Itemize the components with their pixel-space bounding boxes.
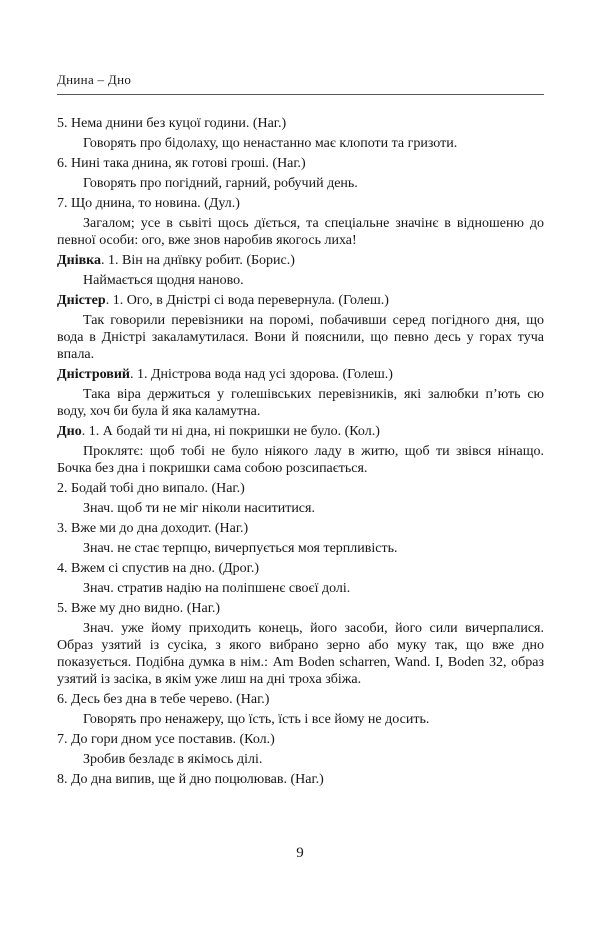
numbered-entry-line: 2. Бодай тобі дно випало. (Наг.) [57,481,245,496]
numbered-entry-line: 6. Десь без дна в тебе черево. (Наг.) [57,692,270,707]
dictionary-entry-line [57,366,544,383]
dictionary-entry-line [57,423,544,440]
gloss-paragraph: Знач. не стає терпцю, вичерпується моя терпливість. [83,541,398,556]
header-rule [57,94,544,95]
gloss-paragraph: Говорять про погідний, гарний, робучий день. [83,176,358,191]
numbered-entry-line: 6. Нині така днина, як готові гроші. (Наг.) [57,156,306,171]
numbered-entry-line: 3. Вже ми до дна доходит. (Наг.) [57,521,249,536]
entry-text: . 1. А бодай ти ні дна, ні покришки не було. (Кол.) [81,424,380,439]
headword: Дністровий [57,367,130,382]
gloss-paragraph: Говорять про ненажеру, що їсть, їсть і все йому не досить. [83,712,430,727]
dictionary-entry-line [57,292,544,309]
numbered-entry-line: 5. Нема днини без куцої години. (Наг.) [57,116,287,131]
dictionary-entry-line [57,252,544,269]
entry-text: . 1. Він на днївку робит. (Борис.) [101,253,295,268]
page-number: 9 [296,845,304,861]
numbered-entry-line: 7. До гори дном усе поставив. (Кол.) [57,732,275,747]
headword: Дно [57,424,82,439]
gloss-paragraph: Говорять про бідолаху, що ненастанно має клопоти та гризоти. [83,136,458,151]
gloss-paragraph: Так говорили перевізники на поромі, побачивши серед погідного дня, що вода в Дністрі закаламутилася. Вони й пояснили, що певно десь у горах туча впала. [57,313,544,362]
gloss-paragraph: Зробив безладє в якімось ділі. [83,752,263,767]
numbered-entry-line: 8. До дна випив, ще й дно поцюлював. (Наг.) [57,772,324,787]
gloss-paragraph: Наймається щодня наново. [83,273,244,288]
entry-text: . 1. Дністрова вода над усі здорова. (Голеш.) [129,367,393,382]
gloss-paragraph: Така віра держиться у голешівських перевізників, які залюбки п’ють сю воду, хоч би була й яка каламутна. [57,387,544,419]
headword: Дністер [57,293,106,308]
gloss-paragraph: Знач. уже йому приходить конець, його засоби, його сили вичерпалися. Образ узятий із сусіка, з якого вибрано зерно або муку так, що вже дно показується. Подібна думка в нім.: Am Boden scharren, Wand. I, Boden 32, образ узятий із засіка, в якім уже лиш на дні троха збіжа. [57,621,544,687]
numbered-entry-line: 5. Вже му дно видно. (Наг.) [57,601,221,616]
numbered-entry-line: 7. Що днина, то новина. (Дул.) [57,196,240,211]
gloss-paragraph: Знач. щоб ти не міг ніколи насититися. [83,501,315,516]
running-header: Днина – Дно [57,72,132,87]
gloss-paragraph: Знач. стратив надію на поліпшенє своєї долі. [83,581,351,596]
entry-text: . 1. Ого, в Дністрі сі вода перевернула. (Голеш.) [105,293,389,308]
gloss-paragraph: Проклятє: щоб тобі не було ніякого ладу в житю, щоб ти звівся нінащо. Бочка без дна і покришки сама собою розсипається. [57,444,544,476]
page-header [57,72,544,95]
headword: Днівка [57,253,102,268]
page-content [57,115,544,788]
numbered-entry-line: 4. Вжем сі спустив на дно. (Дрог.) [57,561,260,576]
gloss-paragraph: Загалом; усе в сьвіті щось дїється, та спеціальне значінє в відношеню до певної особи: ого, вже знов наробив якогось лиха! [57,216,544,248]
